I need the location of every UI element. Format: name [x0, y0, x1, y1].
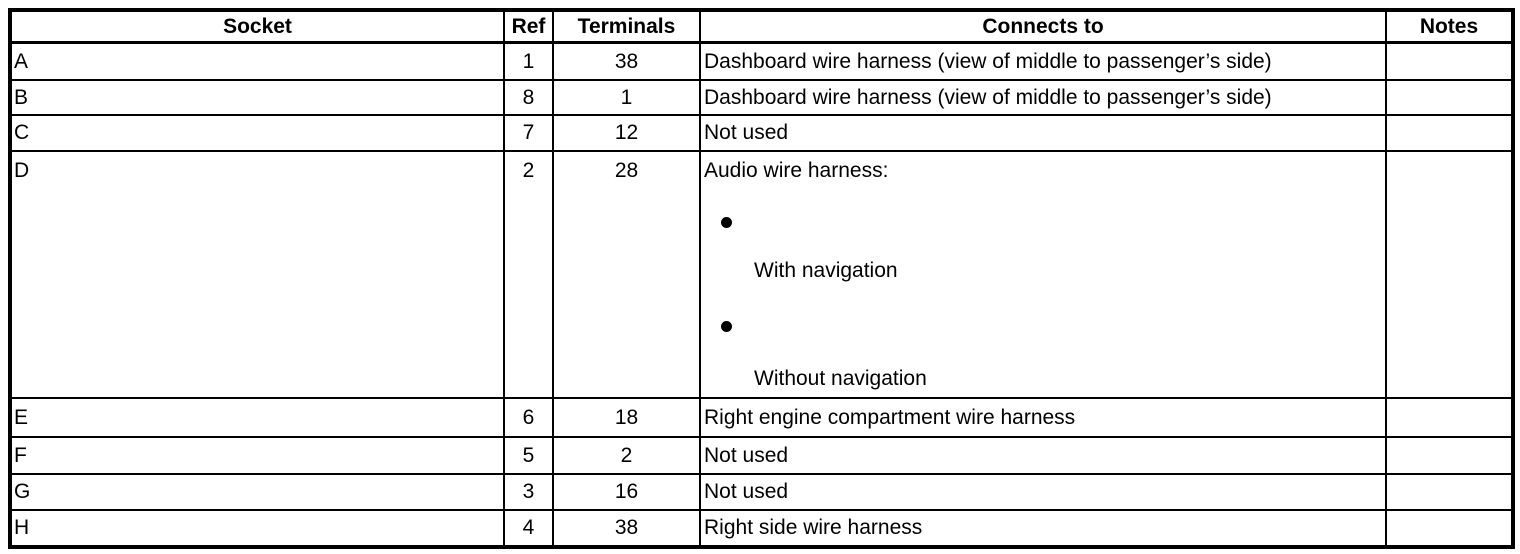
row-a-socket: A [12, 44, 505, 81]
row-g-terminals: 16 [554, 475, 701, 511]
row-c-connects-to: Not used [701, 116, 1387, 152]
row-h-notes [1387, 511, 1511, 545]
row-e-notes [1387, 399, 1511, 438]
row-h-ref: 4 [505, 511, 554, 545]
row-b-socket: B [12, 81, 505, 116]
row-e-connects-to: Right engine compartment wire harness [701, 399, 1387, 438]
row-h-socket: H [12, 511, 505, 545]
bullet-icon [721, 217, 732, 228]
row-d-socket: D [12, 152, 505, 399]
bullet-icon [721, 321, 732, 332]
header-socket: Socket [12, 12, 505, 44]
row-d-ref: 2 [505, 152, 554, 399]
row-a-terminals: 38 [554, 44, 701, 81]
row-f-socket: F [12, 438, 505, 475]
header-connects-to: Connects to [701, 12, 1387, 44]
row-c-notes [1387, 116, 1511, 152]
socket-connector-table [8, 8, 1515, 549]
row-d-connects-to-title: Audio wire harness: [704, 159, 889, 182]
header-notes: Notes [1387, 12, 1511, 44]
row-d-bullet-item-2: Without navigation [754, 367, 927, 390]
row-e-ref: 6 [505, 399, 554, 438]
row-g-connects-to: Not used [701, 475, 1387, 511]
row-f-ref: 5 [505, 438, 554, 475]
row-c-terminals: 12 [554, 116, 701, 152]
row-g-ref: 3 [505, 475, 554, 511]
row-e-terminals: 18 [554, 399, 701, 438]
row-f-notes [1387, 438, 1511, 475]
row-b-terminals: 1 [554, 81, 701, 116]
header-terminals: Terminals [554, 12, 701, 44]
header-ref: Ref [505, 12, 554, 44]
row-d-connects-to [701, 152, 1387, 399]
row-g-notes [1387, 475, 1511, 511]
row-g-socket: G [12, 475, 505, 511]
row-a-notes [1387, 44, 1511, 81]
row-c-ref: 7 [505, 116, 554, 152]
row-e-socket: E [12, 399, 505, 438]
row-h-connects-to: Right side wire harness [701, 511, 1387, 545]
row-d-terminals: 28 [554, 152, 701, 399]
row-d-notes [1387, 152, 1511, 399]
row-d-bullet-item-1: With navigation [754, 259, 898, 282]
row-b-notes [1387, 81, 1511, 116]
row-a-ref: 1 [505, 44, 554, 81]
row-f-connects-to: Not used [701, 438, 1387, 475]
row-f-terminals: 2 [554, 438, 701, 475]
row-a-connects-to: Dashboard wire harness (view of middle to passenger’s side) [701, 44, 1387, 81]
row-b-connects-to: Dashboard wire harness (view of middle to passenger’s side) [701, 81, 1387, 116]
row-b-ref: 8 [505, 81, 554, 116]
row-h-terminals: 38 [554, 511, 701, 545]
row-c-socket: C [12, 116, 505, 152]
